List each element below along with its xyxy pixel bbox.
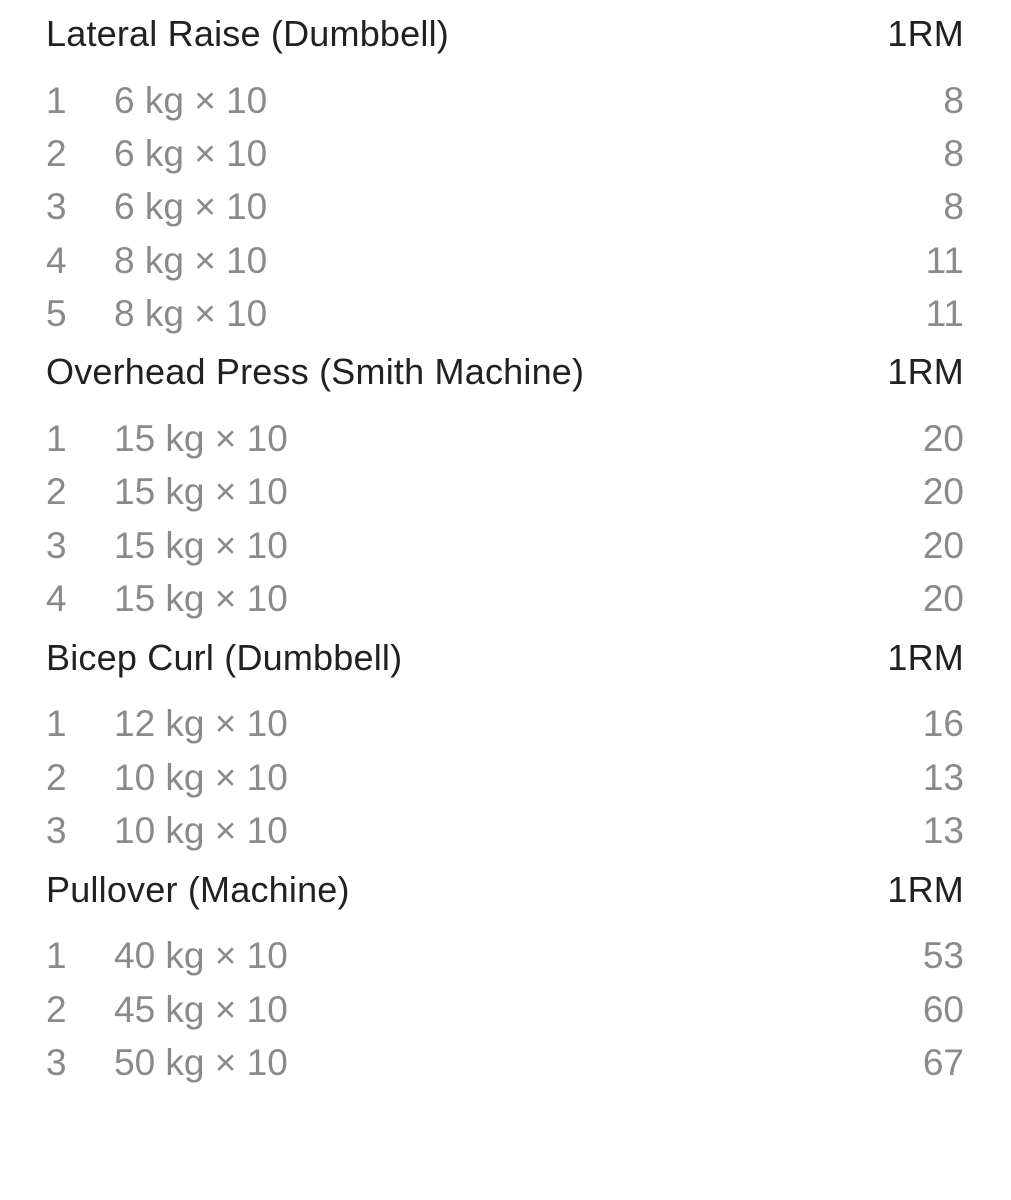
set-number: 3 xyxy=(46,186,67,228)
set-number: 2 xyxy=(46,471,67,513)
exercise-block-lateral-raise[interactable] xyxy=(46,13,964,340)
set-number: 2 xyxy=(46,988,67,1030)
set-number: 3 xyxy=(46,1041,67,1083)
set-list xyxy=(46,412,964,625)
exercise-title: Pullover (Machine) xyxy=(46,868,350,910)
set-weight-reps: 8 kg × 10 xyxy=(114,292,268,334)
set-weight-reps: 12 kg × 10 xyxy=(114,703,288,745)
set-one-rm: 53 xyxy=(922,935,964,977)
set-row xyxy=(46,466,964,519)
set-row xyxy=(46,127,964,180)
set-row xyxy=(46,1036,964,1089)
set-row xyxy=(46,983,964,1036)
set-weight-reps: 45 kg × 10 xyxy=(114,988,288,1030)
set-one-rm: 20 xyxy=(922,418,964,460)
exercise-title: Bicep Curl (Dumbbell) xyxy=(46,636,403,678)
set-row xyxy=(46,572,964,625)
set-weight-reps: 10 kg × 10 xyxy=(114,809,288,851)
set-row xyxy=(46,181,964,234)
set-row xyxy=(46,74,964,127)
one-rm-column-label: 1RM xyxy=(887,351,964,393)
set-row xyxy=(46,804,964,857)
set-one-rm: 20 xyxy=(922,578,964,620)
exercise-block-pullover[interactable] xyxy=(46,868,964,1090)
set-one-rm: 8 xyxy=(943,79,964,121)
set-one-rm: 11 xyxy=(925,239,964,281)
set-number: 2 xyxy=(46,132,67,174)
set-one-rm: 60 xyxy=(922,988,964,1030)
set-weight-reps: 6 kg × 10 xyxy=(114,79,268,121)
set-row xyxy=(46,519,964,572)
set-one-rm: 8 xyxy=(943,132,964,174)
set-row xyxy=(46,412,964,465)
set-row xyxy=(46,698,964,751)
exercise-block-overhead-press[interactable] xyxy=(46,351,964,625)
set-weight-reps: 15 kg × 10 xyxy=(114,418,288,460)
exercise-header xyxy=(46,351,964,393)
exercise-block-bicep-curl[interactable] xyxy=(46,636,964,858)
set-row xyxy=(46,234,964,287)
set-number: 5 xyxy=(46,292,67,334)
exercise-title: Overhead Press (Smith Machine) xyxy=(46,351,585,393)
set-number: 3 xyxy=(46,809,67,851)
set-weight-reps: 15 kg × 10 xyxy=(114,578,288,620)
set-weight-reps: 6 kg × 10 xyxy=(114,186,268,228)
set-number: 4 xyxy=(46,239,67,281)
set-row xyxy=(46,751,964,804)
workout-summary xyxy=(46,0,964,1089)
exercise-header xyxy=(46,636,964,678)
set-number: 1 xyxy=(46,418,67,460)
set-one-rm: 20 xyxy=(922,524,964,566)
set-number: 3 xyxy=(46,524,67,566)
set-weight-reps: 6 kg × 10 xyxy=(114,132,268,174)
set-number: 1 xyxy=(46,935,67,977)
set-one-rm: 8 xyxy=(943,186,964,228)
set-one-rm: 13 xyxy=(922,809,964,851)
set-weight-reps: 50 kg × 10 xyxy=(114,1041,288,1083)
set-weight-reps: 15 kg × 10 xyxy=(114,524,288,566)
set-row xyxy=(46,930,964,983)
set-weight-reps: 40 kg × 10 xyxy=(114,935,288,977)
one-rm-column-label: 1RM xyxy=(887,636,964,678)
exercise-title: Lateral Raise (Dumbbell) xyxy=(46,13,449,54)
set-one-rm: 16 xyxy=(922,703,964,745)
one-rm-column-label: 1RM xyxy=(887,868,964,910)
one-rm-column-label: 1RM xyxy=(887,13,964,54)
set-row xyxy=(46,287,964,340)
set-list xyxy=(46,930,964,1090)
set-number: 1 xyxy=(46,79,67,121)
set-one-rm: 13 xyxy=(922,756,964,798)
set-number: 4 xyxy=(46,578,67,620)
set-list xyxy=(46,74,964,340)
exercise-header xyxy=(46,868,964,910)
set-one-rm: 67 xyxy=(922,1041,964,1083)
set-list xyxy=(46,698,964,858)
set-number: 2 xyxy=(46,756,67,798)
set-one-rm: 11 xyxy=(925,292,964,334)
set-weight-reps: 10 kg × 10 xyxy=(114,756,288,798)
set-one-rm: 20 xyxy=(922,471,964,513)
set-weight-reps: 15 kg × 10 xyxy=(114,471,288,513)
set-number: 1 xyxy=(46,703,67,745)
set-weight-reps: 8 kg × 10 xyxy=(114,239,268,281)
exercise-header xyxy=(46,13,964,54)
